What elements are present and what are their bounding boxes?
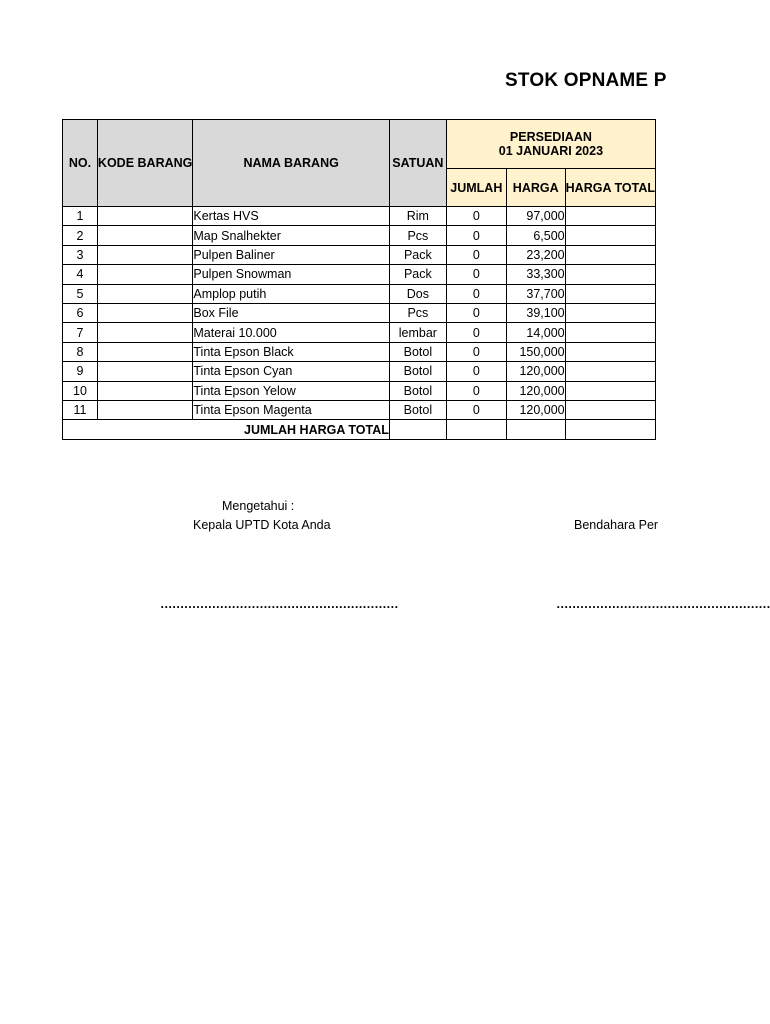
cell-harga-total xyxy=(565,362,655,381)
cell-nama-barang: Map Snalhekter xyxy=(193,226,390,245)
cell-kode-barang xyxy=(97,362,192,381)
total-cell-jumlah xyxy=(446,420,506,440)
cell-no: 8 xyxy=(63,342,98,361)
cell-jumlah: 0 xyxy=(446,265,506,284)
cell-harga: 23,200 xyxy=(506,245,565,264)
cell-no: 10 xyxy=(63,381,98,400)
total-row xyxy=(63,420,656,440)
header-jumlah: JUMLAH xyxy=(446,169,506,207)
cell-harga-total xyxy=(565,245,655,264)
cell-satuan: Rim xyxy=(389,207,446,226)
header-harga: HARGA xyxy=(506,169,565,207)
table-row xyxy=(63,226,656,245)
cell-harga: 120,000 xyxy=(506,362,565,381)
cell-jumlah: 0 xyxy=(446,245,506,264)
total-label: JUMLAH HARGA TOTAL xyxy=(63,420,390,440)
table-row xyxy=(63,245,656,264)
cell-no: 2 xyxy=(63,226,98,245)
cell-jumlah: 0 xyxy=(446,207,506,226)
cell-harga-total xyxy=(565,284,655,303)
cell-harga-total xyxy=(565,400,655,419)
cell-kode-barang xyxy=(97,226,192,245)
cell-nama-barang: Amplop putih xyxy=(193,284,390,303)
cell-no: 6 xyxy=(63,303,98,322)
cell-kode-barang xyxy=(97,303,192,322)
signature-left-caption: Mengetahui : xyxy=(222,499,295,513)
table-row xyxy=(63,362,656,381)
cell-satuan: Pcs xyxy=(389,226,446,245)
table-row xyxy=(63,323,656,342)
cell-harga: 37,700 xyxy=(506,284,565,303)
table-row xyxy=(63,342,656,361)
cell-harga: 6,500 xyxy=(506,226,565,245)
page-title: STOK OPNAME P xyxy=(505,70,667,91)
cell-satuan: Dos xyxy=(389,284,446,303)
header-harga-total: HARGA TOTAL xyxy=(565,169,655,207)
table-row xyxy=(63,303,656,322)
header-row xyxy=(63,120,656,169)
cell-nama-barang: Pulpen Baliner xyxy=(193,245,390,264)
cell-nama-barang: Tinta Epson Cyan xyxy=(193,362,390,381)
cell-no: 11 xyxy=(63,400,98,419)
cell-kode-barang xyxy=(97,342,192,361)
cell-satuan: Botol xyxy=(389,400,446,419)
cell-nama-barang: Kertas HVS xyxy=(193,207,390,226)
signature-right-role: Bendahara Per xyxy=(574,518,659,532)
cell-satuan: lembar xyxy=(389,323,446,342)
stock-table xyxy=(62,119,656,440)
cell-harga-total xyxy=(565,207,655,226)
header-satuan: SATUAN xyxy=(389,120,446,207)
cell-no: 9 xyxy=(63,362,98,381)
cell-jumlah: 0 xyxy=(446,303,506,322)
cell-nama-barang: Tinta Epson Black xyxy=(193,342,390,361)
cell-harga: 150,000 xyxy=(506,342,565,361)
cell-jumlah: 0 xyxy=(446,323,506,342)
cell-no: 4 xyxy=(63,265,98,284)
table-body xyxy=(63,207,656,420)
cell-kode-barang xyxy=(97,284,192,303)
cell-nama-barang: Tinta Epson Magenta xyxy=(193,400,390,419)
cell-jumlah: 0 xyxy=(446,400,506,419)
cell-nama-barang: Pulpen Snowman xyxy=(193,265,390,284)
signature-left-role: Kepala UPTD Kota Anda xyxy=(193,518,331,532)
header-persediaan-label: PERSEDIAAN xyxy=(509,130,592,144)
signature-left-line: …………………………………………………… xyxy=(160,597,399,611)
cell-kode-barang xyxy=(97,323,192,342)
cell-kode-barang xyxy=(97,381,192,400)
cell-no: 5 xyxy=(63,284,98,303)
cell-satuan: Botol xyxy=(389,342,446,361)
cell-jumlah: 0 xyxy=(446,342,506,361)
table-row xyxy=(63,381,656,400)
header-kode-barang: KODE BARANG xyxy=(97,120,192,207)
cell-nama-barang: Tinta Epson Yelow xyxy=(193,381,390,400)
cell-harga-total xyxy=(565,323,655,342)
header-persediaan xyxy=(446,120,655,169)
table-row xyxy=(63,207,656,226)
cell-harga-total xyxy=(565,226,655,245)
cell-satuan: Botol xyxy=(389,381,446,400)
header-nama-barang: NAMA BARANG xyxy=(193,120,390,207)
cell-no: 1 xyxy=(63,207,98,226)
cell-kode-barang xyxy=(97,400,192,419)
cell-harga-total xyxy=(565,381,655,400)
cell-harga: 97,000 xyxy=(506,207,565,226)
cell-harga: 14,000 xyxy=(506,323,565,342)
cell-harga: 120,000 xyxy=(506,381,565,400)
cell-kode-barang xyxy=(97,265,192,284)
total-cell-satuan xyxy=(389,420,446,440)
table-row xyxy=(63,284,656,303)
cell-satuan: Pack xyxy=(389,245,446,264)
cell-no: 3 xyxy=(63,245,98,264)
cell-harga-total xyxy=(565,265,655,284)
signature-right-line: ……………………………………………… xyxy=(556,597,770,611)
cell-nama-barang: Box File xyxy=(193,303,390,322)
cell-harga: 120,000 xyxy=(506,400,565,419)
cell-jumlah: 0 xyxy=(446,362,506,381)
cell-harga-total xyxy=(565,342,655,361)
cell-kode-barang xyxy=(97,207,192,226)
cell-harga-total xyxy=(565,303,655,322)
header-no: NO. xyxy=(63,120,98,207)
cell-no: 7 xyxy=(63,323,98,342)
cell-jumlah: 0 xyxy=(446,284,506,303)
total-cell-harga-total xyxy=(565,420,655,440)
cell-satuan: Pack xyxy=(389,265,446,284)
header-persediaan-date: 01 JANUARI 2023 xyxy=(498,144,604,158)
cell-jumlah: 0 xyxy=(446,381,506,400)
cell-kode-barang xyxy=(97,245,192,264)
total-cell-harga xyxy=(506,420,565,440)
cell-nama-barang: Materai 10.000 xyxy=(193,323,390,342)
table-row xyxy=(63,400,656,419)
cell-harga: 39,100 xyxy=(506,303,565,322)
cell-jumlah: 0 xyxy=(446,226,506,245)
cell-satuan: Pcs xyxy=(389,303,446,322)
cell-harga: 33,300 xyxy=(506,265,565,284)
table-row xyxy=(63,265,656,284)
cell-satuan: Botol xyxy=(389,362,446,381)
